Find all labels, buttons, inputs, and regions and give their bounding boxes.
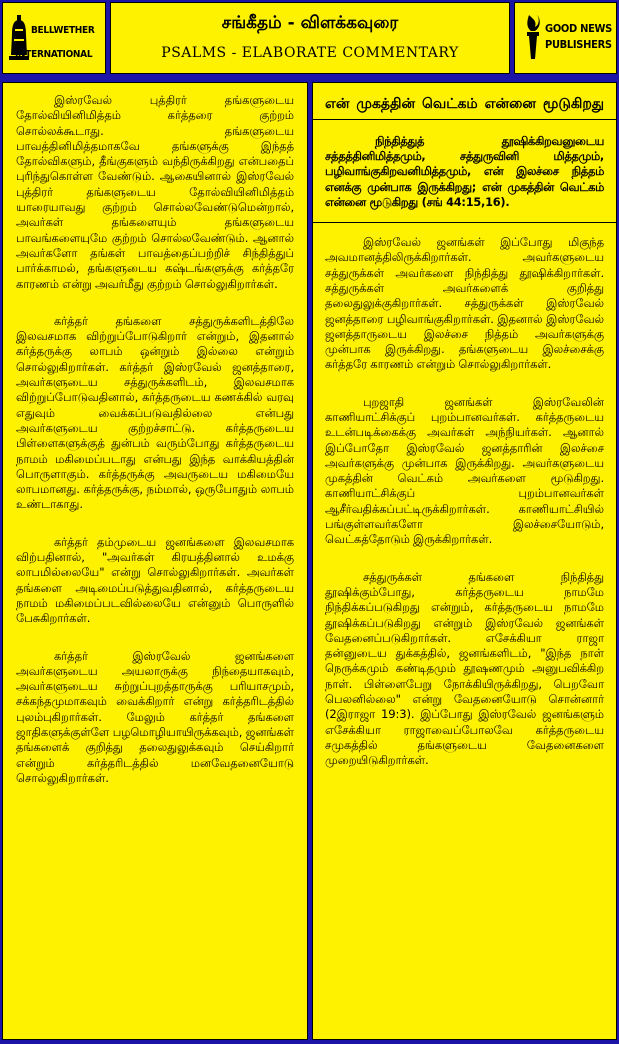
page-title-english: PSALMS - ELABORATE COMMENTARY <box>161 45 459 61</box>
bellwether-line2: INTERNATIONAL <box>15 49 93 60</box>
left-paragraph-2: கர்த்தர் தங்களை சத்துருக்களிடத்திலே இலவசமாக விற்றுப்போடுகிறார் என்றும், இதனால் கர்த்தருக்கு லாபம் ஒன்றும் இல்லை என்றும் சொல்லுகிறார்கள். கர்த்தர் இஸ்ரவேல் ஜனத்தாரை, அவர்களுடைய சத்துருக்களிடம், இலவசமாக விற்றுப்போடுவதினால், கர்த்தருடைய கணக்கில் வரவு எதுவும் வைக்கப்படுவதில்லை என்பது அவர்களுடைய குற்றச்சாட்டு. கர்த்தருடைய பிள்ளைகளுக்குத் துன்பம் வரும்போது கர்த்தருடைய நாமம் மகிமைப்படாது என்பது இந்த வாக்கியத்தின் பொருளாகும். கர்த்தருக்கு அவருடைய மகிமையே லாபமானது. கர்த்தருக்கு, நம்மால், ஒருபோதும் லாபம் உண்டாகாது. <box>16 313 294 512</box>
bellwether-logo-box <box>2 2 106 74</box>
title-box <box>110 2 510 74</box>
section-heading: என் முகத்தின் வெட்கம் என்னை மூடுகிறது <box>325 96 604 112</box>
heading-divider <box>313 119 616 120</box>
good-news-logo-box <box>514 2 617 74</box>
scripture-verse: நிந்தித்துத் தூஷிக்கிறவனுடைய சத்தத்தினிமித்தமும், சத்துருவினி மித்தமும், பழிவாங்குகிறவனிமித்தமும், என் இலச்சை நித்தம் எனக்கு முன்பாக இருக்கிறது; என் முகத்தின் வெட்கம் என்னை மூடுகிறது (சங் 44:15,16). <box>325 135 604 209</box>
right-paragraph-1: இஸ்ரவேல் ஜனங்கள் இப்போது மிகுந்த அவமானத்திலிருக்கிறார்கள். அவர்களுடைய சத்துருக்கள் அவர்களை நிந்தித்து தூஷிக்கிறார்கள். சத்துருக்கள் அவர்களைக் குறித்து தலைதுலுக்குகிறார்கள். சத்துருக்கள் இஸ்ரவேல் ஜனத்தாரை பழிவாங்குகிறார்கள். இதனால் இஸ்ரவேல் ஜனத்தாருடைய இலச்சை நித்தம் அவர்களுக்கு முன்பாக இருக்கிறது. தங்களுடைய இலச்சைக்கு கர்த்தரே காரணம் என்றும் சொல்லுகிறார்கள். <box>325 235 604 372</box>
good-news-line1: GOOD NEWS <box>545 22 612 35</box>
verse-divider <box>313 222 616 223</box>
left-paragraph-1: இஸ்ரவேல் புத்திரர் தங்களுடைய தோல்வியினிமித்தம் கர்த்தரை குற்றம் சொல்லக்கூடாது. தங்களுடைய பாவத்தினிமித்தமாகவே தங்களுக்கு இந்தத் தோல்விகளும், தீங்குகளும் வந்திருக்கிறது என்பதைப் புரிந்துகொள்ள வேண்டும். ஆகையினால் இஸ்ரவேல் புத்திரர் தங்களுடைய தோல்வியினிமித்தம் யாரையாவது குற்றம் சொல்லவேண்டுமென்றால், அவர்கள் தங்களையும் தங்களுடைய பாவங்களையுமே குற்றம் சொல்லவேண்டும். ஆனால் அவர்களோ தங்கள் பாவத்தைப்பற்றிச் சிந்தித்துப் பார்க்காமல், தங்களுடைய கஷ்டங்களுக்கு கர்த்தரே காரணம் என்று அவர்மீது குற்றம் சொல்லுகிறார்கள். <box>16 93 294 291</box>
good-news-torch-icon <box>523 13 543 61</box>
right-column <box>312 82 617 1040</box>
page-header <box>2 2 617 74</box>
page-title-tamil: சங்கீதம் - விளக்கவுரை <box>221 13 399 33</box>
left-column <box>2 82 308 1040</box>
left-paragraph-4: கர்த்தர் இஸ்ரவேல் ஜனங்களை அவர்களுடைய அயலாருக்கு நிந்தையாகவும், அவர்களுடைய சுற்றுப்புறத்தாருக்கு பரியாசமும், சக்கந்தமுமாகவும் வைக்கிறார் என்று கர்த்தரிடத்தில் புலம்புகிறார்கள். மேலும் கர்த்தர் தங்களை ஜாதிகளுக்குள்ளே பழமொழியாயிருக்கவும், ஜனங்கள் தங்களைக் குறித்து தலைதுலுக்கவும் செய்கிறார் என்றும் கர்த்தரிடத்தில் மனவேதனையோடு சொல்லுகிறார்கள். <box>16 648 294 785</box>
left-paragraph-3: கர்த்தர் தம்முடைய ஜனங்களை இலவசமாக விற்பதினால், "அவர்கள் கிரயத்தினால் உமக்கு லாபமில்லையே" என்று சொல்லுகிறார்கள். அவர்கள் தங்களை அடிமைப்படுத்துவதினால், கர்த்தருடைய நாமம் மகிமைப்படவில்லையே என்னும் பொருளில் பேசுகிறார்கள். <box>16 534 294 626</box>
right-paragraph-3: சத்துருக்கள் தங்களை நிந்தித்து தூஷிக்கும்போது, கர்த்தருடைய நாமமே நிந்திக்கப்படுகிறது என்றும், கர்த்தருடைய நாமமே தூஷிக்கப்படுகிறது என்றும் இஸ்ரவேல் ஜனங்கள் வேதனைப்படுகிறார்கள். எசேக்கியா ராஜா தன்னுடைய துக்கத்தில், ஜனங்களிடம், "இந்த நாள் நெருக்கமும் கண்டிதமும் தூஷணமும் அனுபவிக்கிற நாள். பிள்ளைபேறு நோக்கியிருக்கிறது, பெறவோ பெலனில்லை" என்று வேதனையோடு சொன்னார் (2இராஜா 19:3). இப்போது இஸ்ரவேல் ஜனங்களும் எசேக்கியா ராஜாவைப்போலவே கர்த்தருடைய சமுகத்தில் தங்களுடைய வேதனைகளை முறையிடுகிறார்கள். <box>325 569 604 768</box>
good-news-line2: PUBLISHERS <box>545 38 612 51</box>
right-paragraph-2: புறஜாதி ஜனங்கள் இஸ்ரவேலின் காணியாட்சிக்குப் புறம்பானவர்கள். கர்த்தருடைய உடன்படிக்கைக்கு அவர்கள் அந்நியர்கள். ஆனால் இப்போதோ இஸ்ரவேல் ஜனத்தாரின் இலச்சை அவர்களுக்கு முன்பாக இருக்கிறது. அவர்களுடைய முகத்தின் வெட்கம் அவர்களை மூடுகிறது. காணியாட்சிக்குப் புறம்பானவர்கள் ஆசீர்வதிக்கப்பட்டிருக்கிறார்கள். காணியாட்சியில் பங்குள்ளவர்களோ இலச்சையோடும், வெட்கத்தோடும் இருக்கிறார்கள். <box>325 394 604 547</box>
bellwether-line1: BELLWETHER <box>31 25 95 36</box>
